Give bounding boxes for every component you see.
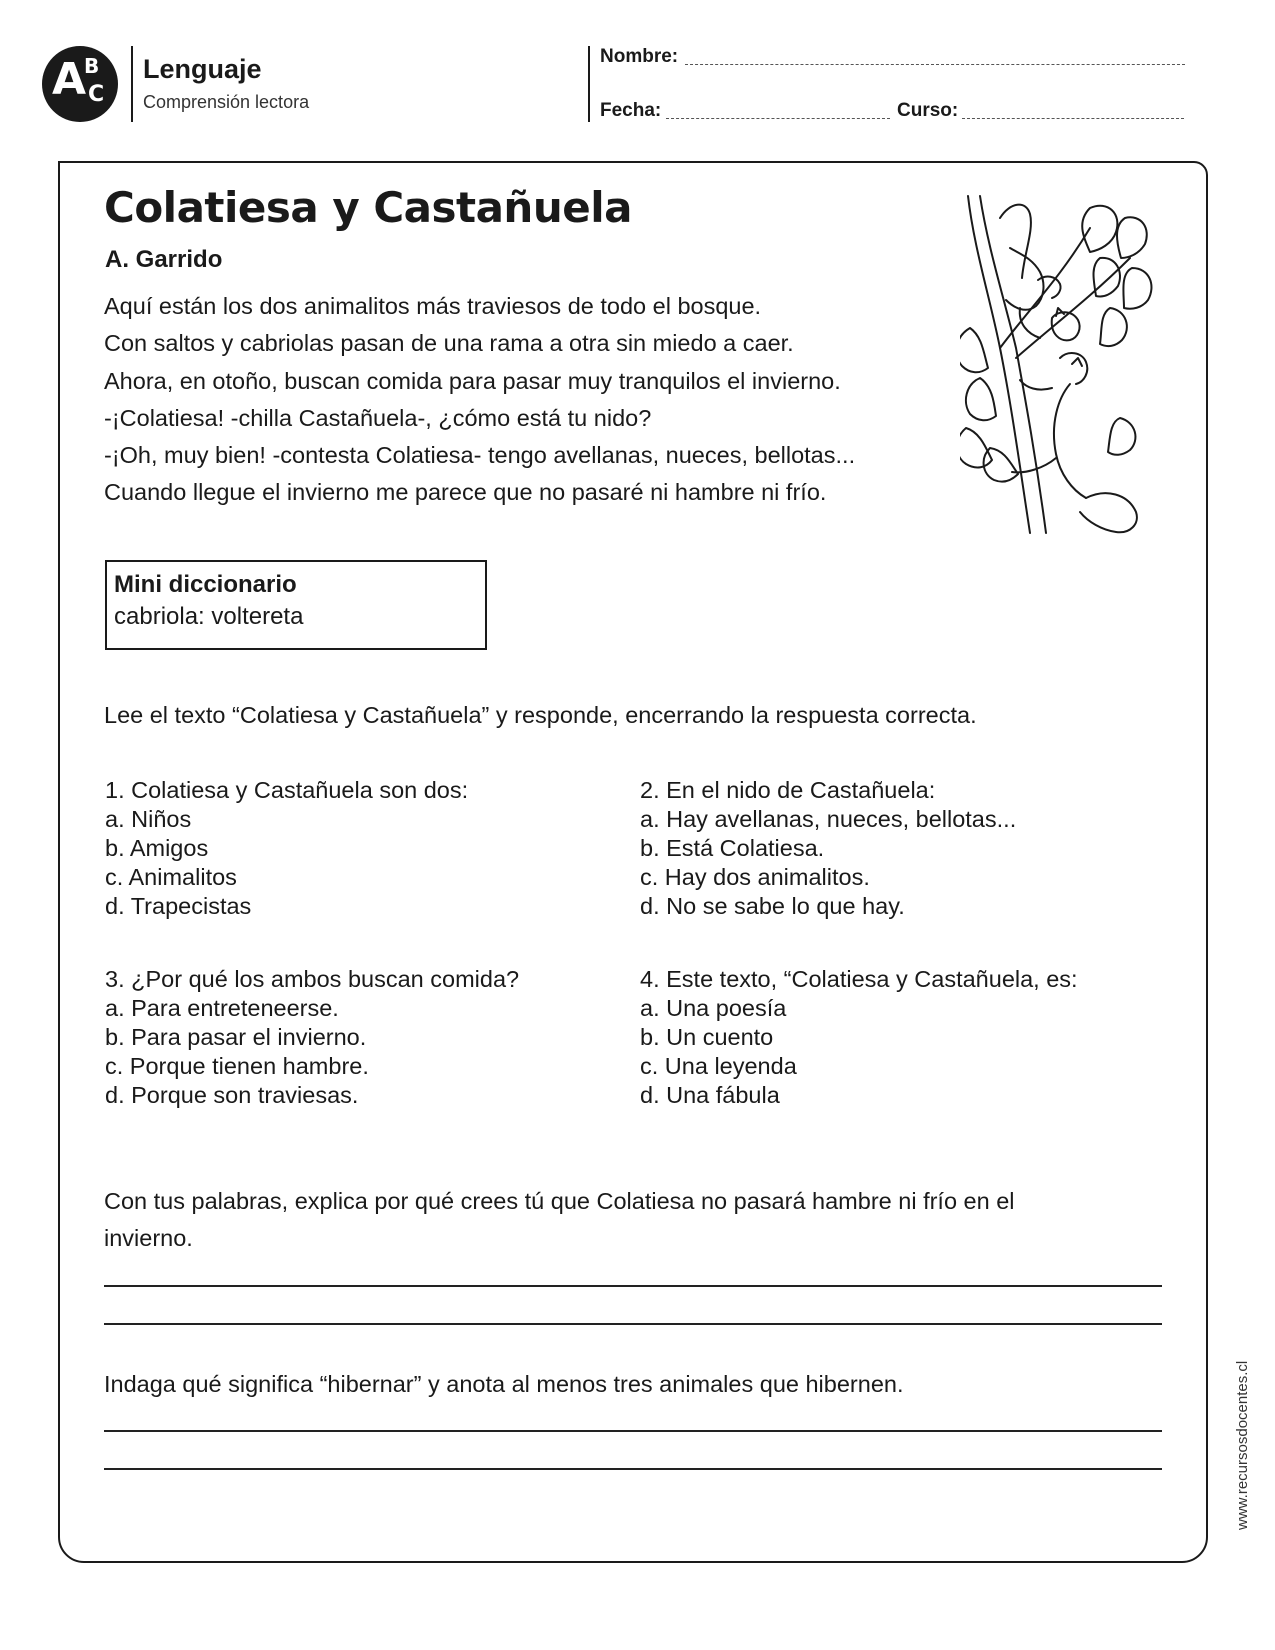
story-text — [104, 288, 964, 512]
question-text: 3. ¿Por qué los ambos buscan comida? — [105, 966, 520, 992]
story-line: Con saltos y cabriolas pasan de una rama a otra sin miedo a caer. — [104, 330, 794, 357]
date-label: Fecha: — [600, 100, 662, 121]
date-field[interactable] — [666, 118, 890, 119]
open-question-1 — [104, 1183, 1164, 1257]
question-text: 1. Colatiesa y Castañuela son dos: — [105, 777, 469, 803]
answer-option[interactable]: c. Animalitos — [105, 864, 237, 890]
abc-logo — [42, 46, 118, 122]
dictionary-title: Mini diccionario — [114, 571, 297, 598]
open-question-2 — [104, 1366, 1164, 1403]
answer-option[interactable]: c. Una leyenda — [640, 1053, 797, 1079]
story-line: -¡Oh, muy bien! -contesta Colatiesa- tengo avellanas, nueces, bellotas... — [104, 442, 856, 469]
answer-line[interactable] — [104, 1285, 1162, 1287]
subject-subtitle: Comprensión lectora — [143, 92, 310, 112]
story-author: A. Garrido — [105, 246, 223, 273]
name-field[interactable] — [685, 64, 1185, 65]
question-text: 4. Este texto, “Colatiesa y Castañuela, es: — [640, 966, 1078, 992]
answer-option[interactable]: b. Para pasar el invierno. — [105, 1024, 367, 1050]
answer-option[interactable]: d. No se sabe lo que hay. — [640, 893, 905, 919]
dictionary-entry: cabriola: voltereta — [114, 603, 304, 630]
answer-option[interactable]: c. Porque tienen hambre. — [105, 1053, 369, 1079]
open-question-line: invierno. — [104, 1225, 193, 1251]
story-title: Colatiesa y Castañuela — [104, 183, 632, 232]
story-line: Aquí están los dos animalitos más traviesos de todo el bosque. — [104, 293, 762, 319]
logo-letter-a: A — [52, 54, 87, 105]
story-line: Ahora, en otoño, buscan comida para pasar muy tranquilos el invierno. — [104, 367, 841, 394]
answer-option[interactable]: d. Trapecistas — [105, 893, 252, 919]
instructions: Lee el texto “Colatiesa y Castañuela” y responde, encerrando la respuesta correcta. — [104, 702, 977, 728]
open-question-line: Indaga qué significa “hibernar” y anota al menos tres animales que hibernen. — [104, 1371, 904, 1397]
website-credit: www.recursosdocentes.cl — [1234, 1360, 1251, 1530]
answer-option[interactable]: a. Hay avellanas, nueces, bellotas... — [640, 806, 1017, 832]
squirrels-illustration — [960, 188, 1160, 540]
mini-dictionary-box — [105, 560, 487, 650]
question-text: 2. En el nido de Castañuela: — [640, 777, 936, 803]
header-divider — [131, 46, 133, 122]
answer-line[interactable] — [104, 1468, 1162, 1470]
answer-option[interactable]: b. Un cuento — [640, 1024, 774, 1050]
answer-option[interactable]: d. Porque son traviesas. — [105, 1082, 359, 1108]
answer-option[interactable]: a. Para entreteneerse. — [105, 995, 339, 1021]
question-1 — [105, 776, 468, 921]
answer-option[interactable]: a. Niños — [105, 806, 192, 832]
answer-line[interactable] — [104, 1430, 1162, 1432]
name-label: Nombre: — [600, 46, 679, 67]
logo-letter-b: B — [84, 54, 100, 78]
course-field[interactable] — [962, 118, 1184, 119]
answer-option[interactable]: a. Una poesía — [640, 995, 787, 1021]
question-4 — [640, 965, 1078, 1110]
course-label: Curso: — [897, 100, 959, 121]
question-2 — [640, 776, 1016, 921]
answer-line[interactable] — [104, 1323, 1162, 1325]
open-question-line: Con tus palabras, explica por qué crees tú que Colatiesa no pasará hambre ni frío en el — [104, 1188, 1015, 1214]
logo-letter-c: C — [88, 82, 105, 107]
answer-option[interactable]: b. Amigos — [105, 835, 209, 861]
answer-option[interactable]: b. Está Colatiesa. — [640, 835, 825, 861]
story-line: -¡Colatiesa! -chilla Castañuela-, ¿cómo está tu nido? — [104, 404, 652, 431]
header-divider-right — [588, 46, 590, 122]
question-3 — [105, 965, 519, 1110]
answer-option[interactable]: d. Una fábula — [640, 1082, 780, 1108]
story-line: Cuando llegue el invierno me parece que no pasaré ni hambre ni frío. — [104, 479, 827, 506]
subject-title: Lenguaje — [143, 54, 262, 84]
answer-option[interactable]: c. Hay dos animalitos. — [640, 864, 870, 890]
